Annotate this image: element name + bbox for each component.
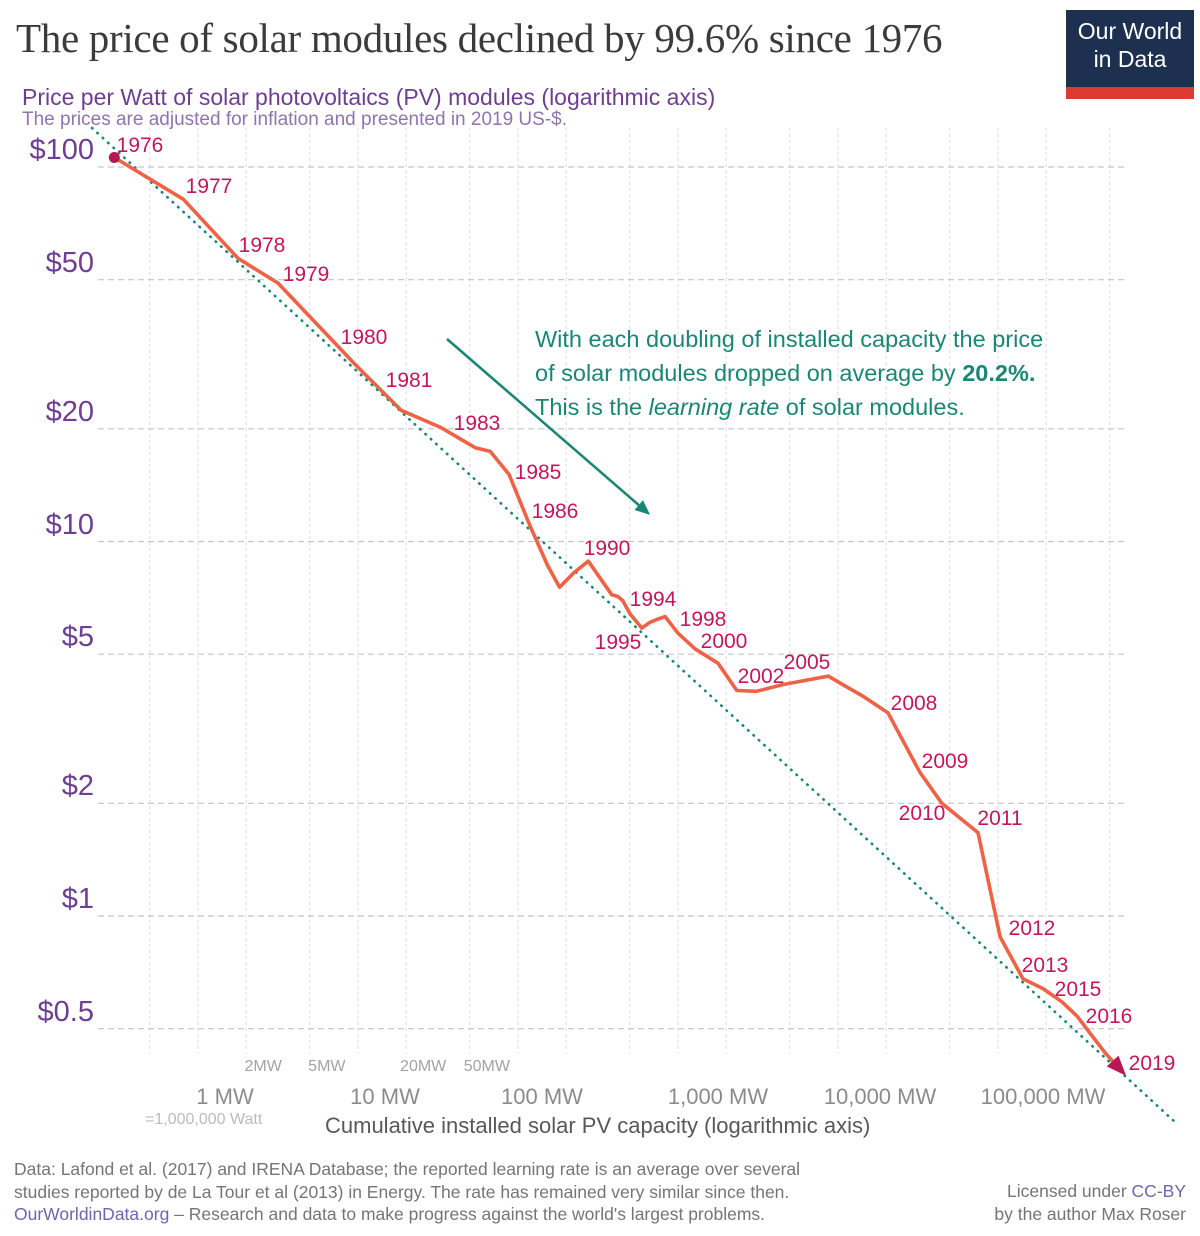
year-label: 1986 bbox=[531, 500, 579, 523]
y-tick-label: $0.5 bbox=[37, 995, 94, 1028]
license-line: Licensed under CC-BY bbox=[1007, 1181, 1186, 1201]
year-label: 2012 bbox=[1008, 917, 1056, 940]
year-label: 1983 bbox=[453, 412, 501, 435]
x-minor-tick-label: 2MW bbox=[244, 1058, 282, 1075]
annotation-line3: This is the learning rate of solar modules. bbox=[535, 394, 965, 420]
x-tick-label: 1 MW bbox=[196, 1084, 254, 1109]
footer-source-line3: OurWorldinData.org – Research and data to make progress against the world's largest problems. bbox=[14, 1204, 766, 1224]
year-label: 2013 bbox=[1021, 954, 1069, 977]
cc-by-link[interactable]: CC-BY bbox=[1131, 1181, 1186, 1201]
year-label: 2011 bbox=[977, 807, 1023, 830]
x-tick-label: 1,000 MW bbox=[667, 1084, 769, 1109]
y-tick-label: $1 bbox=[61, 883, 94, 915]
megawatt-definition-note: =1,000,000 Watt bbox=[145, 1111, 263, 1128]
chart-subtitle: Price per Watt of solar photovoltaics (PV) modules (logarithmic axis) bbox=[22, 84, 716, 110]
year-label: 1979 bbox=[282, 263, 330, 286]
annotation-learning-rate-value: 20.2%. bbox=[962, 360, 1036, 386]
annotation-line2: of solar modules dropped on average by 20.2%. bbox=[535, 360, 1036, 386]
y-tick-label: $20 bbox=[45, 395, 94, 428]
learning-rate-annotation bbox=[535, 322, 1043, 424]
owid-logo bbox=[1066, 10, 1194, 99]
year-label: 1981 bbox=[385, 369, 433, 392]
year-label: 2019 bbox=[1128, 1052, 1176, 1075]
year-label: 2000 bbox=[700, 630, 748, 653]
year-label: 1976 bbox=[116, 134, 164, 157]
x-tick-label: 10 MW bbox=[350, 1084, 420, 1109]
x-axis-title: Cumulative installed solar PV capacity (logarithmic axis) bbox=[325, 1113, 871, 1138]
year-label: 1980 bbox=[340, 326, 388, 349]
owid-logo-line2: in Data bbox=[1093, 46, 1167, 72]
x-tick-label: 100,000 MW bbox=[980, 1084, 1106, 1109]
footer-source-line2: studies reported by de La Tour et al (2013) in Energy. The rate has remained very similar since then. bbox=[14, 1181, 790, 1202]
author-line: by the author Max Roser bbox=[994, 1203, 1186, 1224]
year-label: 2015 bbox=[1054, 978, 1102, 1001]
year-label: 1998 bbox=[679, 608, 727, 631]
y-tick-label: $100 bbox=[29, 134, 94, 166]
annotation-line1: With each doubling of installed capacity the price bbox=[535, 326, 1044, 352]
year-label: 1990 bbox=[583, 537, 631, 560]
year-label: 1977 bbox=[185, 175, 233, 198]
chart-subtitle-note: The prices are adjusted for inflation and presented in 2019 US-$. bbox=[22, 109, 567, 130]
year-label: 1994 bbox=[629, 588, 677, 611]
y-tick-label: $5 bbox=[61, 621, 94, 654]
year-label: 2016 bbox=[1085, 1005, 1133, 1028]
footer-license bbox=[994, 1180, 1186, 1225]
footer-source-line1: Data: Lafond et al. (2017) and IRENA Database; the reported learning rate is an average over several bbox=[14, 1159, 801, 1179]
year-label: 2009 bbox=[921, 750, 969, 773]
y-tick-label: $2 bbox=[61, 770, 94, 803]
page-title: The price of solar modules declined by 99.6% since 1976 bbox=[16, 15, 943, 61]
x-minor-tick-label: 50MW bbox=[463, 1058, 510, 1075]
trend-line bbox=[92, 128, 1175, 1122]
y-tick-label: $10 bbox=[45, 508, 94, 541]
annotation-learning-rate-term: learning rate bbox=[648, 394, 780, 420]
year-label: 2002 bbox=[737, 665, 785, 688]
year-label: 2010 bbox=[898, 802, 946, 825]
y-tick-label: $50 bbox=[45, 246, 94, 279]
year-label: 2008 bbox=[890, 692, 938, 715]
x-minor-tick-label: 5MW bbox=[308, 1058, 346, 1075]
year-label: 2005 bbox=[783, 651, 831, 674]
owid-link[interactable]: OurWorldinData.org bbox=[14, 1204, 170, 1224]
year-label: 1995 bbox=[594, 631, 642, 654]
year-label: 1978 bbox=[238, 234, 286, 257]
x-tick-label: 100 MW bbox=[501, 1084, 583, 1109]
x-minor-tick-label: 20MW bbox=[400, 1058, 447, 1075]
x-tick-label: 10,000 MW bbox=[823, 1084, 937, 1109]
owid-logo-line1: Our World bbox=[1077, 18, 1183, 44]
footer-source-note bbox=[14, 1158, 800, 1226]
year-label: 1985 bbox=[514, 461, 562, 484]
